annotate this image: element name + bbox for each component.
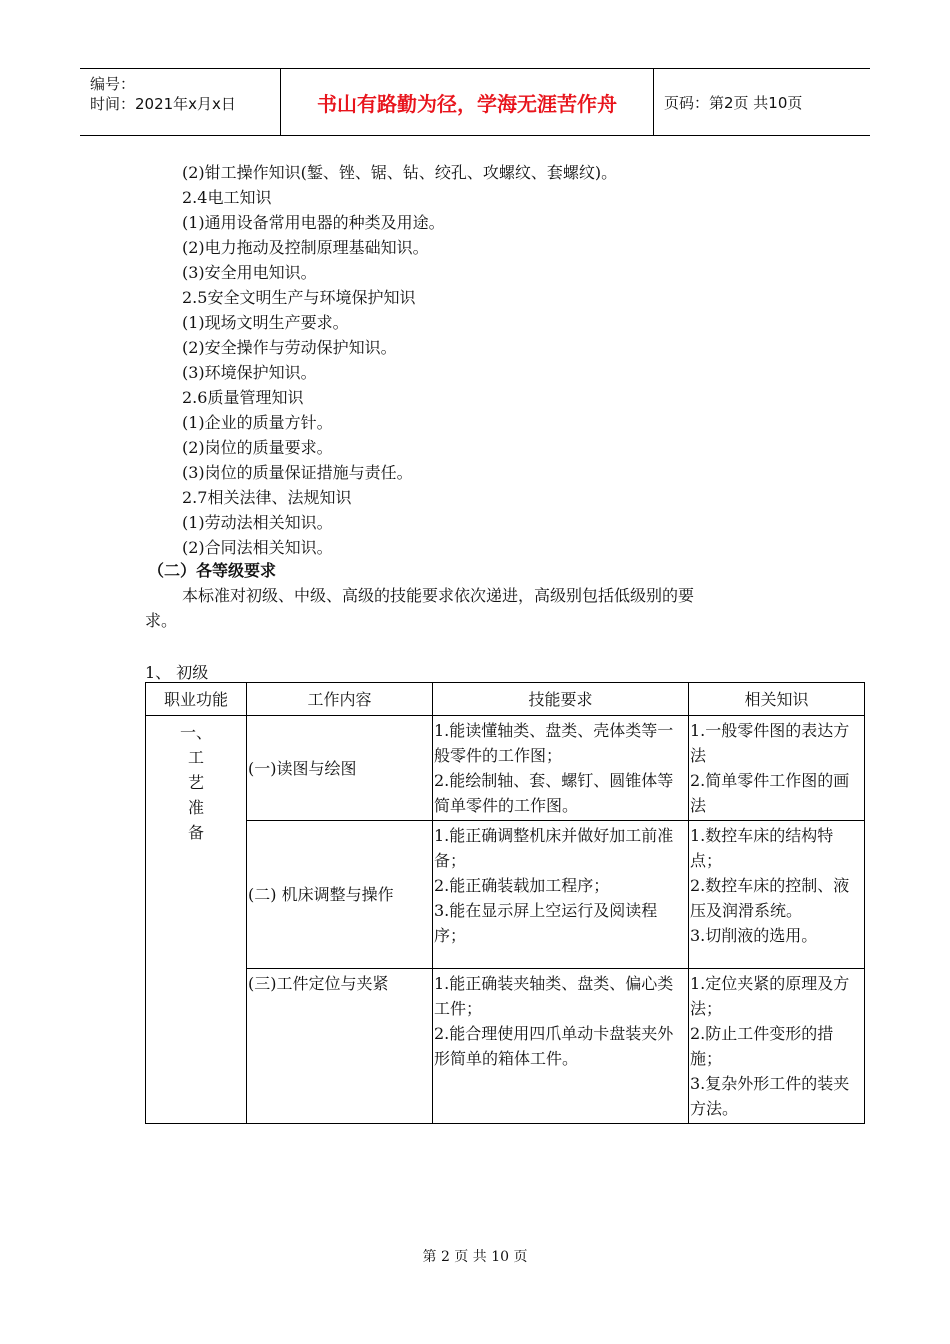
header-knowledge: 相关知识 <box>689 683 865 716</box>
level-title: 1、 初级 <box>145 663 209 682</box>
function-char: 一、 <box>179 723 212 742</box>
number-label: 编号： <box>90 75 136 93</box>
knowledge-cell <box>689 716 865 821</box>
skill-item: 1.能正确调整机床并做好加工前准备； <box>434 826 674 870</box>
header-function: 职业功能 <box>146 683 247 716</box>
skills-cell <box>433 716 689 821</box>
knowledge-item: 3.复杂外形工件的装夹方法。 <box>690 1074 850 1118</box>
time-label: 时间：2021年x月x日 <box>90 95 236 113</box>
knowledge-item: 2.数控车床的控制、液压及润滑系统。 <box>690 876 850 920</box>
body-line: (1)现场文明生产要求。 <box>182 313 349 332</box>
skill-item: 2.能合理使用四爪单动卡盘装夹外形简单的箱体工件。 <box>434 1024 674 1068</box>
skills-cell <box>433 969 689 1124</box>
body-line: (2)岗位的质量要求。 <box>182 438 333 457</box>
table-row <box>146 821 865 969</box>
intro-line-1: 本标准对初级、中级、高级的技能要求依次递进，高级别包括低级别的要 <box>182 586 695 605</box>
knowledge-cell <box>689 969 865 1124</box>
table-header-row <box>146 683 865 716</box>
body-line: 2.5安全文明生产与环境保护知识 <box>182 288 416 307</box>
page-info: 页码：第2页 共10页 <box>664 93 803 112</box>
function-char: 准 <box>187 798 204 817</box>
function-char: 备 <box>187 823 204 842</box>
skill-item: 1.能读懂轴类、盘类、壳体类等一般零件的工作图； <box>434 721 674 765</box>
body-line: (1)劳动法相关知识。 <box>182 513 333 532</box>
body-line: (3)岗位的质量保证措施与责任。 <box>182 463 413 482</box>
intro-line-2: 求。 <box>145 611 178 630</box>
table-row <box>146 716 865 821</box>
skills-table <box>145 682 865 1124</box>
body-line: (2)电力拖动及控制原理基础知识。 <box>182 238 429 257</box>
body-line: (2)安全操作与劳动保护知识。 <box>182 338 397 357</box>
skills-cell <box>433 821 689 969</box>
function-cell <box>146 716 247 1124</box>
knowledge-cell <box>689 821 865 969</box>
body-line: (2)合同法相关知识。 <box>182 538 333 557</box>
knowledge-item: 3.切削液的选用。 <box>690 926 818 945</box>
body-line: (1)企业的质量方针。 <box>182 413 333 432</box>
content-cell: (三)工件定位与夹紧 <box>247 969 433 1124</box>
content-cell: (一)读图与绘图 <box>247 716 433 821</box>
body-line: (3)环境保护知识。 <box>182 363 317 382</box>
body-line: 2.7相关法律、法规知识 <box>182 488 352 507</box>
body-line: 2.6质量管理知识 <box>182 388 304 407</box>
header-meta <box>80 69 281 135</box>
skill-item: 3.能在显示屏上空运行及阅读程序； <box>434 901 658 945</box>
body-line: (1)通用设备常用电器的种类及用途。 <box>182 213 445 232</box>
header-skills: 技能要求 <box>433 683 689 716</box>
skill-item: 1.能正确装夹轴类、盘类、偏心类工件； <box>434 974 674 1018</box>
knowledge-item: 1.一般零件图的表达方法 <box>690 721 850 765</box>
body-line: (2)钳工操作知识(錾、锉、锯、钻、绞孔、攻螺纹、套螺纹)。 <box>182 163 618 182</box>
content-cell: (二) 机床调整与操作 <box>247 821 433 969</box>
skill-item: 2.能绘制轴、套、螺钉、圆锥体等简单零件的工作图。 <box>434 771 674 815</box>
header-content: 工作内容 <box>247 683 433 716</box>
function-char: 艺 <box>187 773 204 792</box>
body-line: 2.4电工知识 <box>182 188 272 207</box>
motto: 书山有路勤为径，学海无涯苦作舟 <box>281 69 654 135</box>
knowledge-item: 2.简单零件工作图的画法 <box>690 771 850 815</box>
knowledge-item: 1.定位夹紧的原理及方法； <box>690 974 850 1018</box>
body-line: (3)安全用电知识。 <box>182 263 317 282</box>
function-char: 工 <box>187 748 204 767</box>
section-heading: （二）各等级要求 <box>148 561 277 580</box>
knowledge-item: 2.防止工件变形的措施； <box>690 1024 834 1068</box>
page-footer: 第 2 页 共 10 页 <box>422 1249 528 1265</box>
skill-item: 2.能正确装载加工程序； <box>434 876 610 895</box>
table-row <box>146 969 865 1124</box>
page-header <box>80 68 870 136</box>
knowledge-item: 1.数控车床的结构特点； <box>690 826 834 870</box>
